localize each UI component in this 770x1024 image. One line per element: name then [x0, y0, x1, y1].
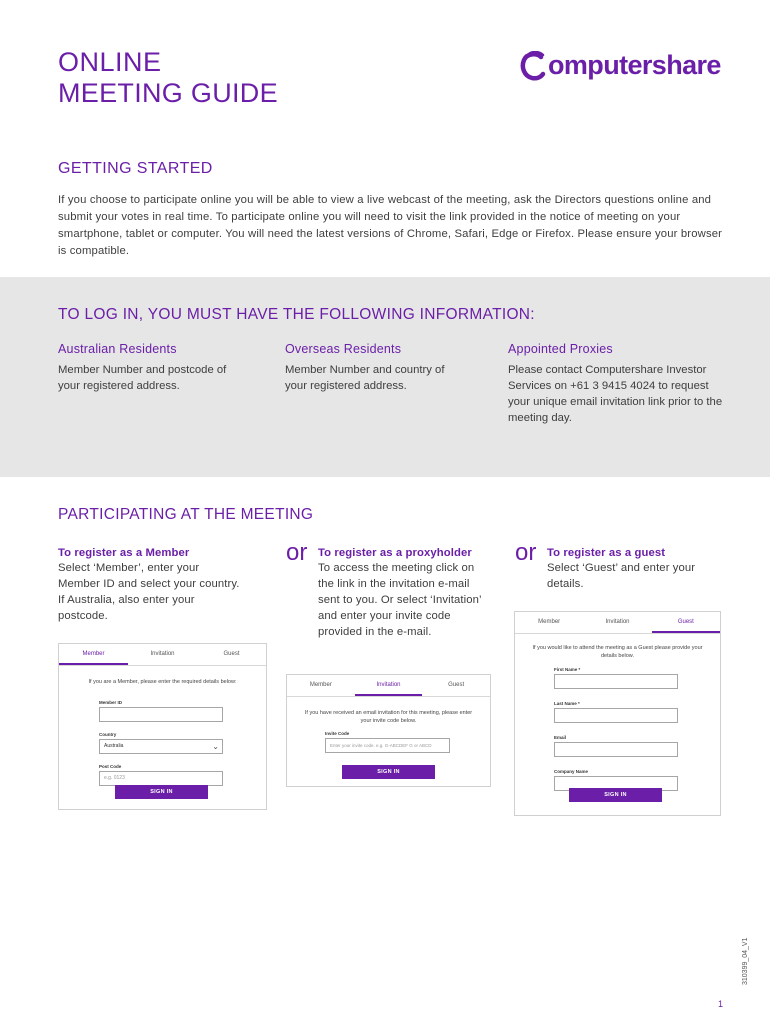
overseas-residents-column	[285, 342, 495, 394]
tab-guest[interactable]: Guest	[652, 612, 720, 633]
member-login-panel	[58, 643, 267, 810]
column-title: Australian Residents	[58, 342, 177, 356]
invitation-sign-in-button[interactable]: SIGN IN	[342, 765, 435, 779]
tab-guest[interactable]: Guest	[448, 682, 465, 688]
logo-text: omputershare	[548, 50, 721, 80]
member-id-input[interactable]	[99, 707, 223, 722]
tab-invitation[interactable]: Invitation	[355, 675, 423, 696]
register-guest-text: Select ‘Guest’ and enter your details.	[547, 562, 696, 590]
appointed-proxies-column	[508, 342, 723, 426]
invite-code-label: Invite Code	[325, 731, 350, 736]
australian-residents-column	[58, 342, 268, 394]
tab-member[interactable]: Member	[59, 644, 128, 665]
column-text: Member Number and postcode of your registered address.	[58, 364, 227, 392]
tab-member[interactable]: Member	[309, 682, 332, 688]
email-input[interactable]	[554, 742, 678, 757]
register-guest-block	[547, 547, 717, 592]
country-label: Country	[99, 732, 117, 737]
register-guest-title: To register as a guest	[547, 547, 666, 559]
first-name-input[interactable]	[554, 674, 678, 689]
computershare-logo	[519, 50, 721, 81]
postcode-input[interactable]: e.g. 0123	[99, 771, 223, 786]
register-member-block	[58, 547, 243, 624]
register-member-text: Select ‘Member’, enter your Member ID and select your country. If Australia, also enter your postcode.	[58, 562, 240, 622]
title-line-2: MEETING GUIDE	[58, 78, 278, 108]
member-id-label: Member ID	[99, 700, 123, 705]
column-text: Member Number and country of your registered address.	[285, 364, 445, 392]
tab-guest[interactable]: Guest	[223, 651, 240, 657]
last-name-label: Last Name *	[554, 701, 580, 706]
first-name-label: First Name *	[554, 667, 581, 672]
or-divider: or	[286, 539, 308, 566]
column-title: Overseas Residents	[285, 342, 402, 356]
email-label: Email	[554, 735, 567, 740]
guest-login-panel	[514, 611, 721, 816]
participating-heading: PARTICIPATING AT THE MEETING	[58, 506, 314, 523]
register-member-title: To register as a Member	[58, 547, 190, 559]
panel-message: If you are a Member, please enter the required details below:	[88, 679, 237, 685]
postcode-label: Post Code	[99, 764, 122, 769]
computershare-logo-icon	[519, 51, 547, 81]
or-divider: or	[515, 539, 537, 566]
register-proxy-title: To register as a proxyholder	[318, 547, 472, 559]
country-select[interactable]	[99, 739, 223, 754]
getting-started-text: If you choose to participate online you will be able to view a live webcast of the meeting, ask the Directors questions online and submit your votes in real time. To participate online you will need to visit the link provided in the notice of meeting on your smartphone, tablet or computer. You will need the latest versions of Chrome, Safari, Edge or Firefox. Please ensure your browser is compatible.	[58, 194, 723, 257]
panel-message: If you would like to attend the meeting as a Guest please provide your details below.	[532, 645, 703, 659]
panel-tabs	[59, 644, 266, 666]
title-line-1: ONLINE	[58, 47, 162, 77]
document-code: 310399_04_V1	[742, 937, 749, 985]
login-info-heading: TO LOG IN, YOU MUST HAVE THE FOLLOWING INFORMATION:	[58, 306, 535, 323]
invite-code-input[interactable]: Enter your invite code. e.g. G-ABCDEF G or ABCD	[325, 738, 450, 753]
panel-message: If you have received an email invitation for this meeting, please enter your invite code below.	[304, 710, 473, 724]
column-title: Appointed Proxies	[508, 342, 613, 356]
register-proxy-text: To access the meeting click on the link in the invitation e-mail sent to you. Or select ‘Invitation’ and enter your invite code provided in the e-mail.	[318, 562, 482, 638]
country-value: Australia	[104, 743, 124, 749]
chevron-down-icon: ⌄	[212, 742, 219, 751]
page-number: 1	[718, 999, 724, 1009]
panel-tabs	[287, 675, 490, 697]
tab-member[interactable]: Member	[538, 619, 561, 625]
guest-sign-in-button[interactable]: SIGN IN	[569, 788, 662, 802]
tab-invitation[interactable]: Invitation	[605, 619, 630, 625]
invitation-login-panel	[286, 674, 491, 787]
member-sign-in-button[interactable]: SIGN IN	[115, 785, 208, 799]
tab-invitation[interactable]: Invitation	[150, 651, 175, 657]
column-text: Please contact Computershare Investor Services on +61 3 9415 4024 to request your unique email invitation link prior to the meeting day.	[508, 364, 723, 424]
last-name-input[interactable]	[554, 708, 678, 723]
panel-tabs	[515, 612, 720, 634]
company-name-label: Company Name	[554, 769, 589, 774]
getting-started-heading: GETTING STARTED	[58, 160, 213, 177]
register-proxy-block	[318, 547, 483, 640]
